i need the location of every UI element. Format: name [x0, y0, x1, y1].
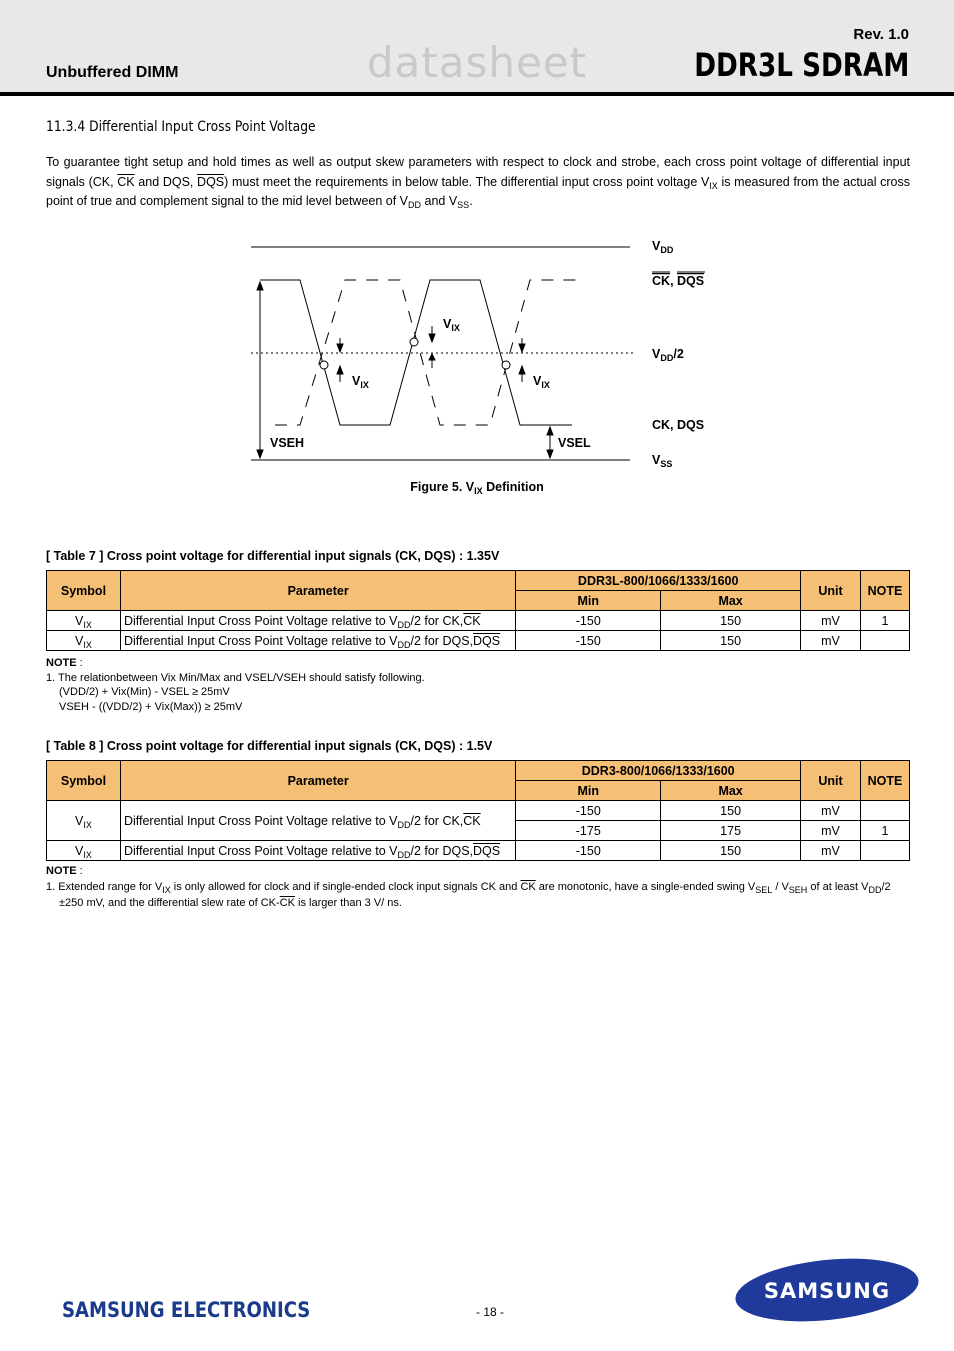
cell-parameter: Differential Input Cross Point Voltage relative to $V_{DD}/2$ for $CK,\overline{CK}$ [120, 611, 515, 631]
vix-label-left: $V_{IX}$ [352, 374, 369, 390]
cell-symbol: $V_{IX}$ [47, 611, 121, 631]
vix-label-right: $V_{IX}$ [533, 374, 550, 390]
vix-definition-diagram [230, 230, 730, 475]
cross-point-marker [410, 338, 418, 346]
section-paragraph: To guarantee tight setup and hold times as well as output skew parameters with respect to clock and strobe, each cross point voltage of differential input signals (CK, $\overline{CK}$ and DQS, $\overline{DQS}$) must meet the requirements in below table. The differential input cross point voltage $V_{IX}$ is measured from the actual cross point of true and complement signal to the mid level between of $V_{DD}$ and $V_{SS}$. [46, 155, 911, 210]
table8-title: [ Table 8 ] Cross point voltage for differential input signals (CK, DQS) : 1.5V [46, 739, 493, 753]
table-row [47, 841, 910, 861]
vix-label-center: $V_{IX}$ [443, 317, 460, 333]
cell-symbol: $V_{IX}$ [47, 801, 121, 841]
cell-symbol: $V_{IX}$ [47, 631, 121, 651]
vix-arrow [429, 326, 435, 368]
cell-unit: mV [801, 801, 861, 821]
cell-note [860, 631, 909, 651]
vsel-arrow [547, 427, 553, 458]
header-symbol: Symbol [47, 571, 121, 611]
cell-min: -150 [516, 611, 661, 631]
header-speed-grade: DDR3-800/1066/1333/1600 [516, 761, 801, 781]
ckb-dqsb-label: CK, DQS [652, 274, 705, 288]
cell-max: 150 [661, 841, 801, 861]
vdd-label: $V_{DD}$ [652, 239, 674, 255]
product-type: Unbuffered DIMM [46, 64, 179, 81]
cell-unit: mV [801, 631, 861, 651]
vdd-half-label: $V_{DD}/2$ [652, 347, 684, 363]
cell-note: 1 [860, 821, 909, 841]
table8 [46, 760, 910, 861]
cell-max: 150 [661, 611, 801, 631]
cell-symbol: $V_{IX}$ [47, 841, 121, 861]
table7 [46, 570, 910, 651]
header-unit: Unit [801, 571, 861, 611]
cell-parameter: Differential Input Cross Point Voltage relative to $V_{DD}/2$ for $CK,\overline{CK}$ [120, 801, 515, 841]
section-title: 11.3.4 Differential Input Cross Point Voltage [46, 119, 316, 135]
vix-arrow [519, 338, 525, 382]
header-min: Min [516, 781, 661, 801]
table-row [47, 801, 910, 821]
header-symbol: Symbol [47, 761, 121, 801]
cell-parameter: Differential Input Cross Point Voltage relative to $V_{DD}/2$ for $DQS,\overline{DQS}$ [120, 631, 515, 651]
svg-text:SAMSUNG: SAMSUNG [763, 1279, 891, 1303]
cell-max: 150 [661, 631, 801, 651]
vseh-arrow [257, 282, 263, 458]
cross-point-marker [502, 361, 510, 369]
header-watermark: datasheet [366, 38, 588, 87]
table8-notes: NOTE : 1. Extended range for $V_{IX}$ is only allowed for clock and if single-ended clock input signals CK and $\overline{CK}$ are monotonic, have a single-ended swing $V_{SEL} / V_{SEH}$ of at least $V_{DD}/2$ ±250 mV, and the differential slew rate of $CK-\overline{CK}$ is larger than 3 V/ ns. [46, 865, 891, 909]
cell-unit: mV [801, 821, 861, 841]
cell-max: 175 [661, 821, 801, 841]
cell-min: -150 [516, 841, 661, 861]
table7-title: [ Table 7 ] Cross point voltage for differential input signals (CK, DQS) : 1.35V [46, 549, 500, 563]
header-speed-grade: DDR3L-800/1066/1333/1600 [516, 571, 801, 591]
cell-note [860, 801, 909, 821]
cell-parameter: Differential Input Cross Point Voltage relative to $V_{DD}/2$ for $DQS,\overline{DQS}$ [120, 841, 515, 861]
footer-company: SAMSUNG ELECTRONICS [62, 1298, 311, 1322]
header-parameter: Parameter [120, 571, 515, 611]
table7-notes: NOTE : 1. The relationbetween Vix Min/Max and VSEL/VSEH should satisfy following. (VDD/2) + Vix(Min) - VSEL ≥ 25mV VSEH - ((VDD/2) + Vix(Max)) ≥ 25mV [46, 657, 425, 713]
page-number: - 18 - [475, 1305, 504, 1319]
revision-label: Rev. 1.0 [853, 26, 909, 43]
cell-min: -150 [516, 631, 661, 651]
header-parameter: Parameter [120, 761, 515, 801]
vsel-label: VSEL [558, 436, 591, 450]
document-title: DDR3L SDRAM [693, 46, 909, 84]
ck-dqs-label: CK, DQS [652, 418, 705, 432]
header-max: Max [661, 591, 801, 611]
cell-min: -150 [516, 801, 661, 821]
header-note: NOTE [860, 571, 909, 611]
cell-unit: mV [801, 841, 861, 861]
header-unit: Unit [801, 761, 861, 801]
cell-max: 150 [661, 801, 801, 821]
table-row [47, 631, 910, 651]
cell-unit: mV [801, 611, 861, 631]
header-min: Min [516, 591, 661, 611]
figure-caption: Figure 5. $V_{IX}$ Definition [410, 480, 544, 496]
cell-note [860, 841, 909, 861]
cross-point-marker [320, 361, 328, 369]
cell-min: -175 [516, 821, 661, 841]
vix-arrow [337, 338, 343, 382]
header-max: Max [661, 781, 801, 801]
vseh-label: VSEH [270, 436, 305, 450]
samsung-logo [734, 1258, 920, 1324]
cell-note: 1 [860, 611, 909, 631]
header-note: NOTE [860, 761, 909, 801]
vss-label: $V_{SS}$ [652, 453, 673, 469]
table-row [47, 611, 910, 631]
